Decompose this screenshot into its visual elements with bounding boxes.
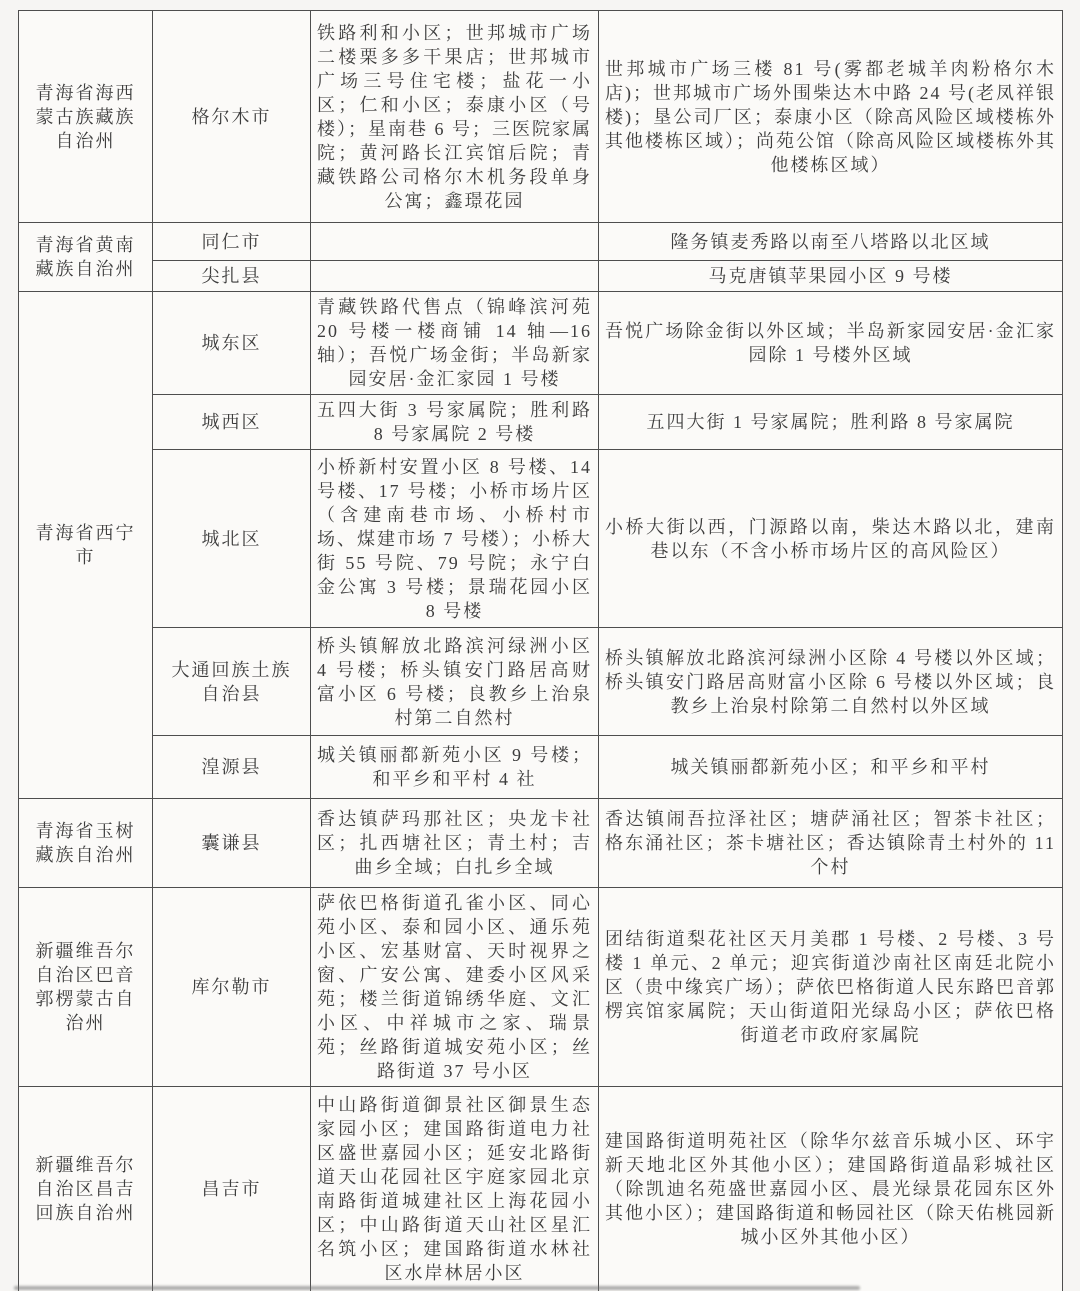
medium-risk-cell: 五四大街 1 号家属院；胜利路 8 号家属院 bbox=[599, 395, 1063, 450]
city-cell: 囊谦县 bbox=[153, 799, 311, 888]
table-row bbox=[19, 736, 1063, 799]
city-cell: 湟源县 bbox=[153, 736, 311, 799]
city-cell: 库尔勒市 bbox=[153, 888, 311, 1087]
prefecture-cell: 新疆维吾尔自治区昌吉回族自治州 bbox=[19, 1087, 153, 1291]
risk-area-table bbox=[18, 10, 1063, 1291]
table-row bbox=[19, 223, 1063, 261]
table-row bbox=[19, 799, 1063, 888]
high-risk-cell: 萨依巴格街道孔雀小区、同心苑小区、泰和园小区、通乐苑小区、宏基财富、天时视界之窗、广安公寓、建委小区风采苑；楼兰街道锦绣华庭、文汇小区、中祥城市之家、瑞景苑；丝路街道城安苑小区；丝路街道 37 号小区 bbox=[311, 888, 599, 1087]
city-cell: 尖扎县 bbox=[153, 261, 311, 292]
high-risk-cell: 城关镇丽都新苑小区 9 号楼；和平乡和平村 4 社 bbox=[311, 736, 599, 799]
medium-risk-cell: 吾悦广场除金街以外区域；半岛新家园安居·金汇家园除 1 号楼外区域 bbox=[599, 292, 1063, 395]
prefecture-cell: 青海省玉树藏族自治州 bbox=[19, 799, 153, 888]
medium-risk-cell: 香达镇闹吾拉泽社区；塘萨涌社区；智茶卡社区；格东涌社区；茶卡塘社区；香达镇除青土村外的 11 个村 bbox=[599, 799, 1063, 888]
table-row bbox=[19, 395, 1063, 450]
page-bottom-scan-artifact bbox=[14, 1286, 860, 1290]
city-cell: 城东区 bbox=[153, 292, 311, 395]
prefecture-cell: 青海省西宁市 bbox=[19, 292, 153, 799]
high-risk-cell: 青藏铁路代售点（锦峰滨河苑 20 号楼一楼商铺 14 轴—16 轴）；吾悦广场金街；半岛新家园安居·金汇家园 1 号楼 bbox=[311, 292, 599, 395]
high-risk-cell bbox=[311, 261, 599, 292]
medium-risk-cell: 桥头镇解放北路滨河绿洲小区除 4 号楼以外区域；桥头镇安门路居高财富小区除 6 号楼以外区域；良教乡上治泉村除第二自然村以外区域 bbox=[599, 628, 1063, 736]
medium-risk-cell: 世邦城市广场三楼 81 号(雾都老城羊肉粉格尔木店)；世邦城市广场外围柴达木中路 24 号(老凤祥银楼)；垦公司厂区；泰康小区（除高风险区域楼栋外其他楼栋区域）；尚苑公馆（除高风险区域楼栋外其他楼栋区域） bbox=[599, 11, 1063, 223]
medium-risk-cell: 团结街道梨花社区天月美郡 1 号楼、2 号楼、3 号楼 1 单元、2 单元；迎宾街道沙南社区南廷北院小区（贵中缘宾广场）；萨依巴格街道人民东路巴音郭楞宾馆家属院；天山街道阳光绿岛小区；萨依巴格街道老市政府家属院 bbox=[599, 888, 1063, 1087]
city-cell: 同仁市 bbox=[153, 223, 311, 261]
high-risk-cell: 小桥新村安置小区 8 号楼、14 号楼、17 号楼；小桥市场片区（含建南巷市场、小桥村市场、煤建市场 7 号楼）；小桥大街 55 号院、79 号院；永宁白金公寓 3 号楼；景瑞花园小区 8 号楼 bbox=[311, 450, 599, 628]
high-risk-cell: 中山路街道御景社区御景生态家园小区；建国路街道电力社区盛世嘉园小区；延安北路街道天山花园社区宇庭家园北京南路街道城建社区上海花园小区；中山路街道天山社区星汇名筑小区；建国路街道水林社区水岸林居小区 bbox=[311, 1087, 599, 1291]
medium-risk-cell: 建国路街道明苑社区（除华尔兹音乐城小区、环宇新天地北区外其他小区）；建国路街道晶彩城社区（除凯迪名苑盛世嘉园小区、晨光绿景花园东区外其他小区）；建国路街道和畅园社区（除天佑桃园新城小区外其他小区） bbox=[599, 1087, 1063, 1291]
city-cell: 昌吉市 bbox=[153, 1087, 311, 1291]
table-row bbox=[19, 628, 1063, 736]
table-row bbox=[19, 292, 1063, 395]
table-row bbox=[19, 888, 1063, 1087]
prefecture-cell: 青海省海西蒙古族藏族自治州 bbox=[19, 11, 153, 223]
high-risk-cell: 铁路利和小区；世邦城市广场二楼栗多多干果店；世邦城市广场三号住宅楼；盐花一小区；仁和小区；泰康小区（号楼）；星南巷 6 号；三医院家属院；黄河路长江宾馆后院；青藏铁路公司格尔木机务段单身公寓；鑫璟花园 bbox=[311, 11, 599, 223]
prefecture-cell: 青海省黄南藏族自治州 bbox=[19, 223, 153, 292]
medium-risk-cell: 隆务镇麦秀路以南至八塔路以北区域 bbox=[599, 223, 1063, 261]
table-row bbox=[19, 450, 1063, 628]
table-row bbox=[19, 261, 1063, 292]
medium-risk-cell: 小桥大街以西，门源路以南，柴达木路以北，建南巷以东（不含小桥市场片区的高风险区） bbox=[599, 450, 1063, 628]
city-cell: 城西区 bbox=[153, 395, 311, 450]
medium-risk-cell: 马克唐镇苹果园小区 9 号楼 bbox=[599, 261, 1063, 292]
prefecture-cell: 新疆维吾尔自治区巴音郭楞蒙古自治州 bbox=[19, 888, 153, 1087]
high-risk-cell: 桥头镇解放北路滨河绿洲小区 4 号楼；桥头镇安门路居高财富小区 6 号楼；良教乡上治泉村第二自然村 bbox=[311, 628, 599, 736]
city-cell: 城北区 bbox=[153, 450, 311, 628]
high-risk-cell: 香达镇萨玛那社区；央龙卡社区；扎西塘社区；青土村；吉曲乡全域；白扎乡全域 bbox=[311, 799, 599, 888]
high-risk-cell bbox=[311, 223, 599, 261]
high-risk-cell: 五四大街 3 号家属院；胜利路 8 号家属院 2 号楼 bbox=[311, 395, 599, 450]
table-row bbox=[19, 1087, 1063, 1291]
city-cell: 格尔木市 bbox=[153, 11, 311, 223]
city-cell: 大通回族土族自治县 bbox=[153, 628, 311, 736]
table-row bbox=[19, 11, 1063, 223]
medium-risk-cell: 城关镇丽都新苑小区；和平乡和平村 bbox=[599, 736, 1063, 799]
